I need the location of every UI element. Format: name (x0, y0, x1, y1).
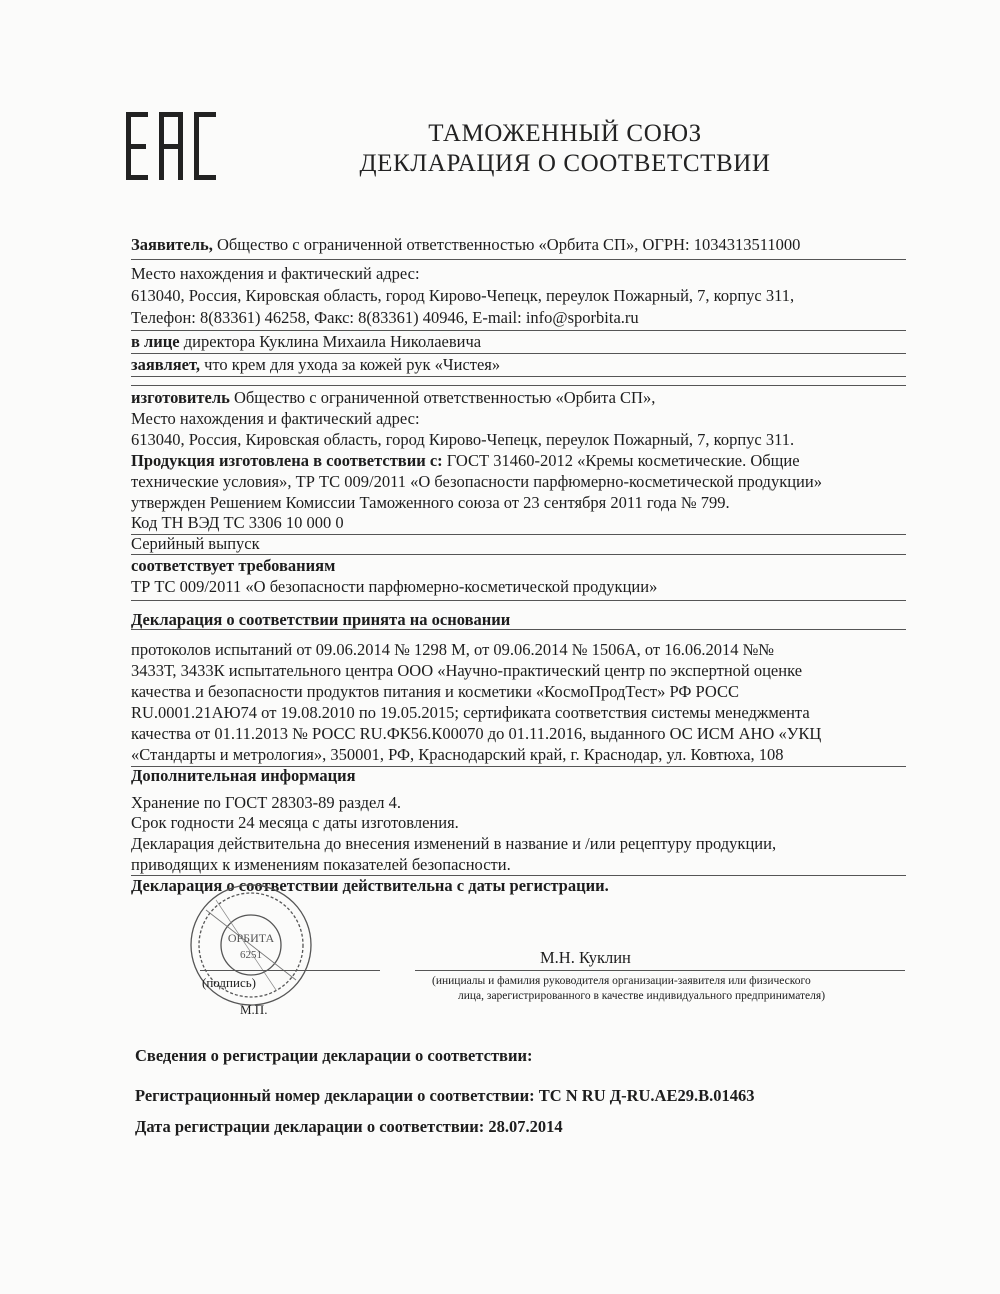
additional-label: Дополнительная информация (131, 766, 356, 785)
divider (131, 554, 906, 555)
basis-line: качества и безопасности продуктов питания и косметики «КосмоПродТест» РФ РОСС (131, 682, 740, 701)
signature-note: лица, зарегистрированного в качестве индивидуального предпринимателя) (458, 990, 826, 1002)
applicant-label: Заявитель, (131, 235, 213, 254)
header-title-union: ТАМОЖЕННЫЙ СОЮЗ (428, 120, 702, 147)
registration-number: Регистрационный номер декларации о соответствии: ТС N RU Д-RU.АЕ29.В.01463 (135, 1086, 755, 1105)
manufacturer-address: 613040, Россия, Кировская область, город Кирово-Чепецк, переулок Пожарный, 7, корпус 311. (131, 430, 795, 449)
additional-line: приводящих к изменениям показателей безопасности. (131, 855, 511, 874)
signature-note: (инициалы и фамилия руководителя организации-заявителя или физического (432, 975, 811, 987)
stamp-text-top: ОРБИТА (227, 931, 275, 945)
applicant-contacts: Телефон: 8(83361) 46258, Факс: 8(83361) 40946, E-mail: info@sporbita.ru (131, 308, 639, 327)
divider (131, 600, 906, 601)
applicant-line (131, 235, 800, 255)
divider (131, 353, 906, 354)
divider (131, 629, 906, 630)
registration-date: Дата регистрации декларации о соответствии: 28.07.2014 (135, 1117, 563, 1136)
declares-label: заявляет, (131, 355, 200, 374)
validity-text: Декларация о соответствии действительна с даты регистрации. (131, 876, 609, 895)
basis-line: качества от 01.11.2013 № РОСС RU.ФК56.К00070 до 01.11.2016, выданного ОС ИСМ АНО «УКЦ (131, 724, 822, 743)
serial-release: Серийный выпуск (131, 534, 260, 553)
divider (131, 376, 906, 377)
signature-line (415, 970, 905, 971)
additional-line: Срок годности 24 месяца с даты изготовления. (131, 813, 459, 832)
person-text: директора Куклина Михаила Николаевича (179, 332, 482, 351)
production-text1: ГОСТ 31460-2012 «Кремы косметические. Общие (442, 451, 800, 470)
stamp-label: М.П. (240, 1002, 268, 1017)
applicant-address: 613040, Россия, Кировская область, город Кирово-Чепецк, переулок Пожарный, 7, корпус 311, (131, 286, 795, 305)
registration-heading: Сведения о регистрации декларации о соответствии: (135, 1046, 533, 1065)
manufacturer-label: изготовитель (131, 388, 230, 407)
divider (131, 259, 906, 260)
divider (131, 330, 906, 331)
applicant-text: Общество с ограниченной ответственностью «Орбита СП», ОГРН: 1034313511000 (212, 235, 801, 254)
signature-line (200, 970, 380, 971)
signatory-name: М.Н. Куклин (540, 948, 631, 967)
manufacturer-line (131, 388, 655, 408)
requirements-text: ТР ТС 009/2011 «О безопасности парфюмерно-косметической продукции» (131, 577, 658, 596)
production-line3: утвержден Решением Комиссии Таможенного союза от 23 сентября 2011 года № 799. (131, 493, 730, 512)
person-label: в лице (131, 332, 180, 351)
basis-line: «Стандарты и метрология», 350001, РФ, Краснодарский край, г. Краснодар, ул. Ковтюха, 108 (131, 745, 784, 764)
production-label: Продукция изготовлена в соответствии с: (131, 451, 443, 470)
manufacturer-text: Общество с ограниченной ответственностью «Орбита СП», (229, 388, 656, 407)
basis-line: 3433Т, 3433К испытательного центра ООО «Научно-практический центр по экспертной оценке (131, 661, 803, 680)
additional-line: Декларация действительна до внесения изменений в название и /или рецептуру продукции, (131, 834, 777, 853)
basis-label: Декларация о соответствии принята на основании (131, 610, 511, 629)
header-title-declaration: ДЕКЛАРАЦИЯ О СООТВЕТСТВИИ (359, 150, 771, 177)
eac-logo (124, 108, 224, 184)
applicant-person-line (131, 332, 481, 352)
divider (131, 385, 906, 386)
requirements-label: соответствует требованиям (131, 556, 336, 575)
basis-line: протоколов испытаний от 09.06.2014 № 1298 М, от 09.06.2014 № 1506А, от 16.06.2014 №№ (131, 640, 775, 659)
sign-label: (подпись) (202, 975, 256, 990)
stamp-text-mid: 6251 (240, 949, 262, 961)
additional-line: Хранение по ГОСТ 28303-89 раздел 4. (131, 793, 402, 812)
basis-line: RU.0001.21АЮ74 от 19.08.2010 по 19.05.2015; сертификата соответствия системы менеджмента (131, 703, 810, 722)
production-line2: технические условия», ТР ТС 009/2011 «О безопасности парфюмерно-косметической продукции» (131, 472, 822, 491)
production-line1 (131, 451, 800, 471)
manufacturer-address-label: Место нахождения и фактический адрес: (131, 409, 420, 428)
declares-line (131, 355, 500, 375)
applicant-address-label: Место нахождения и фактический адрес: (131, 264, 420, 283)
product-code: Код ТН ВЭД ТС 3306 10 000 0 (131, 513, 344, 532)
declares-text: что крем для ухода за кожей рук «Чистея» (200, 355, 501, 374)
